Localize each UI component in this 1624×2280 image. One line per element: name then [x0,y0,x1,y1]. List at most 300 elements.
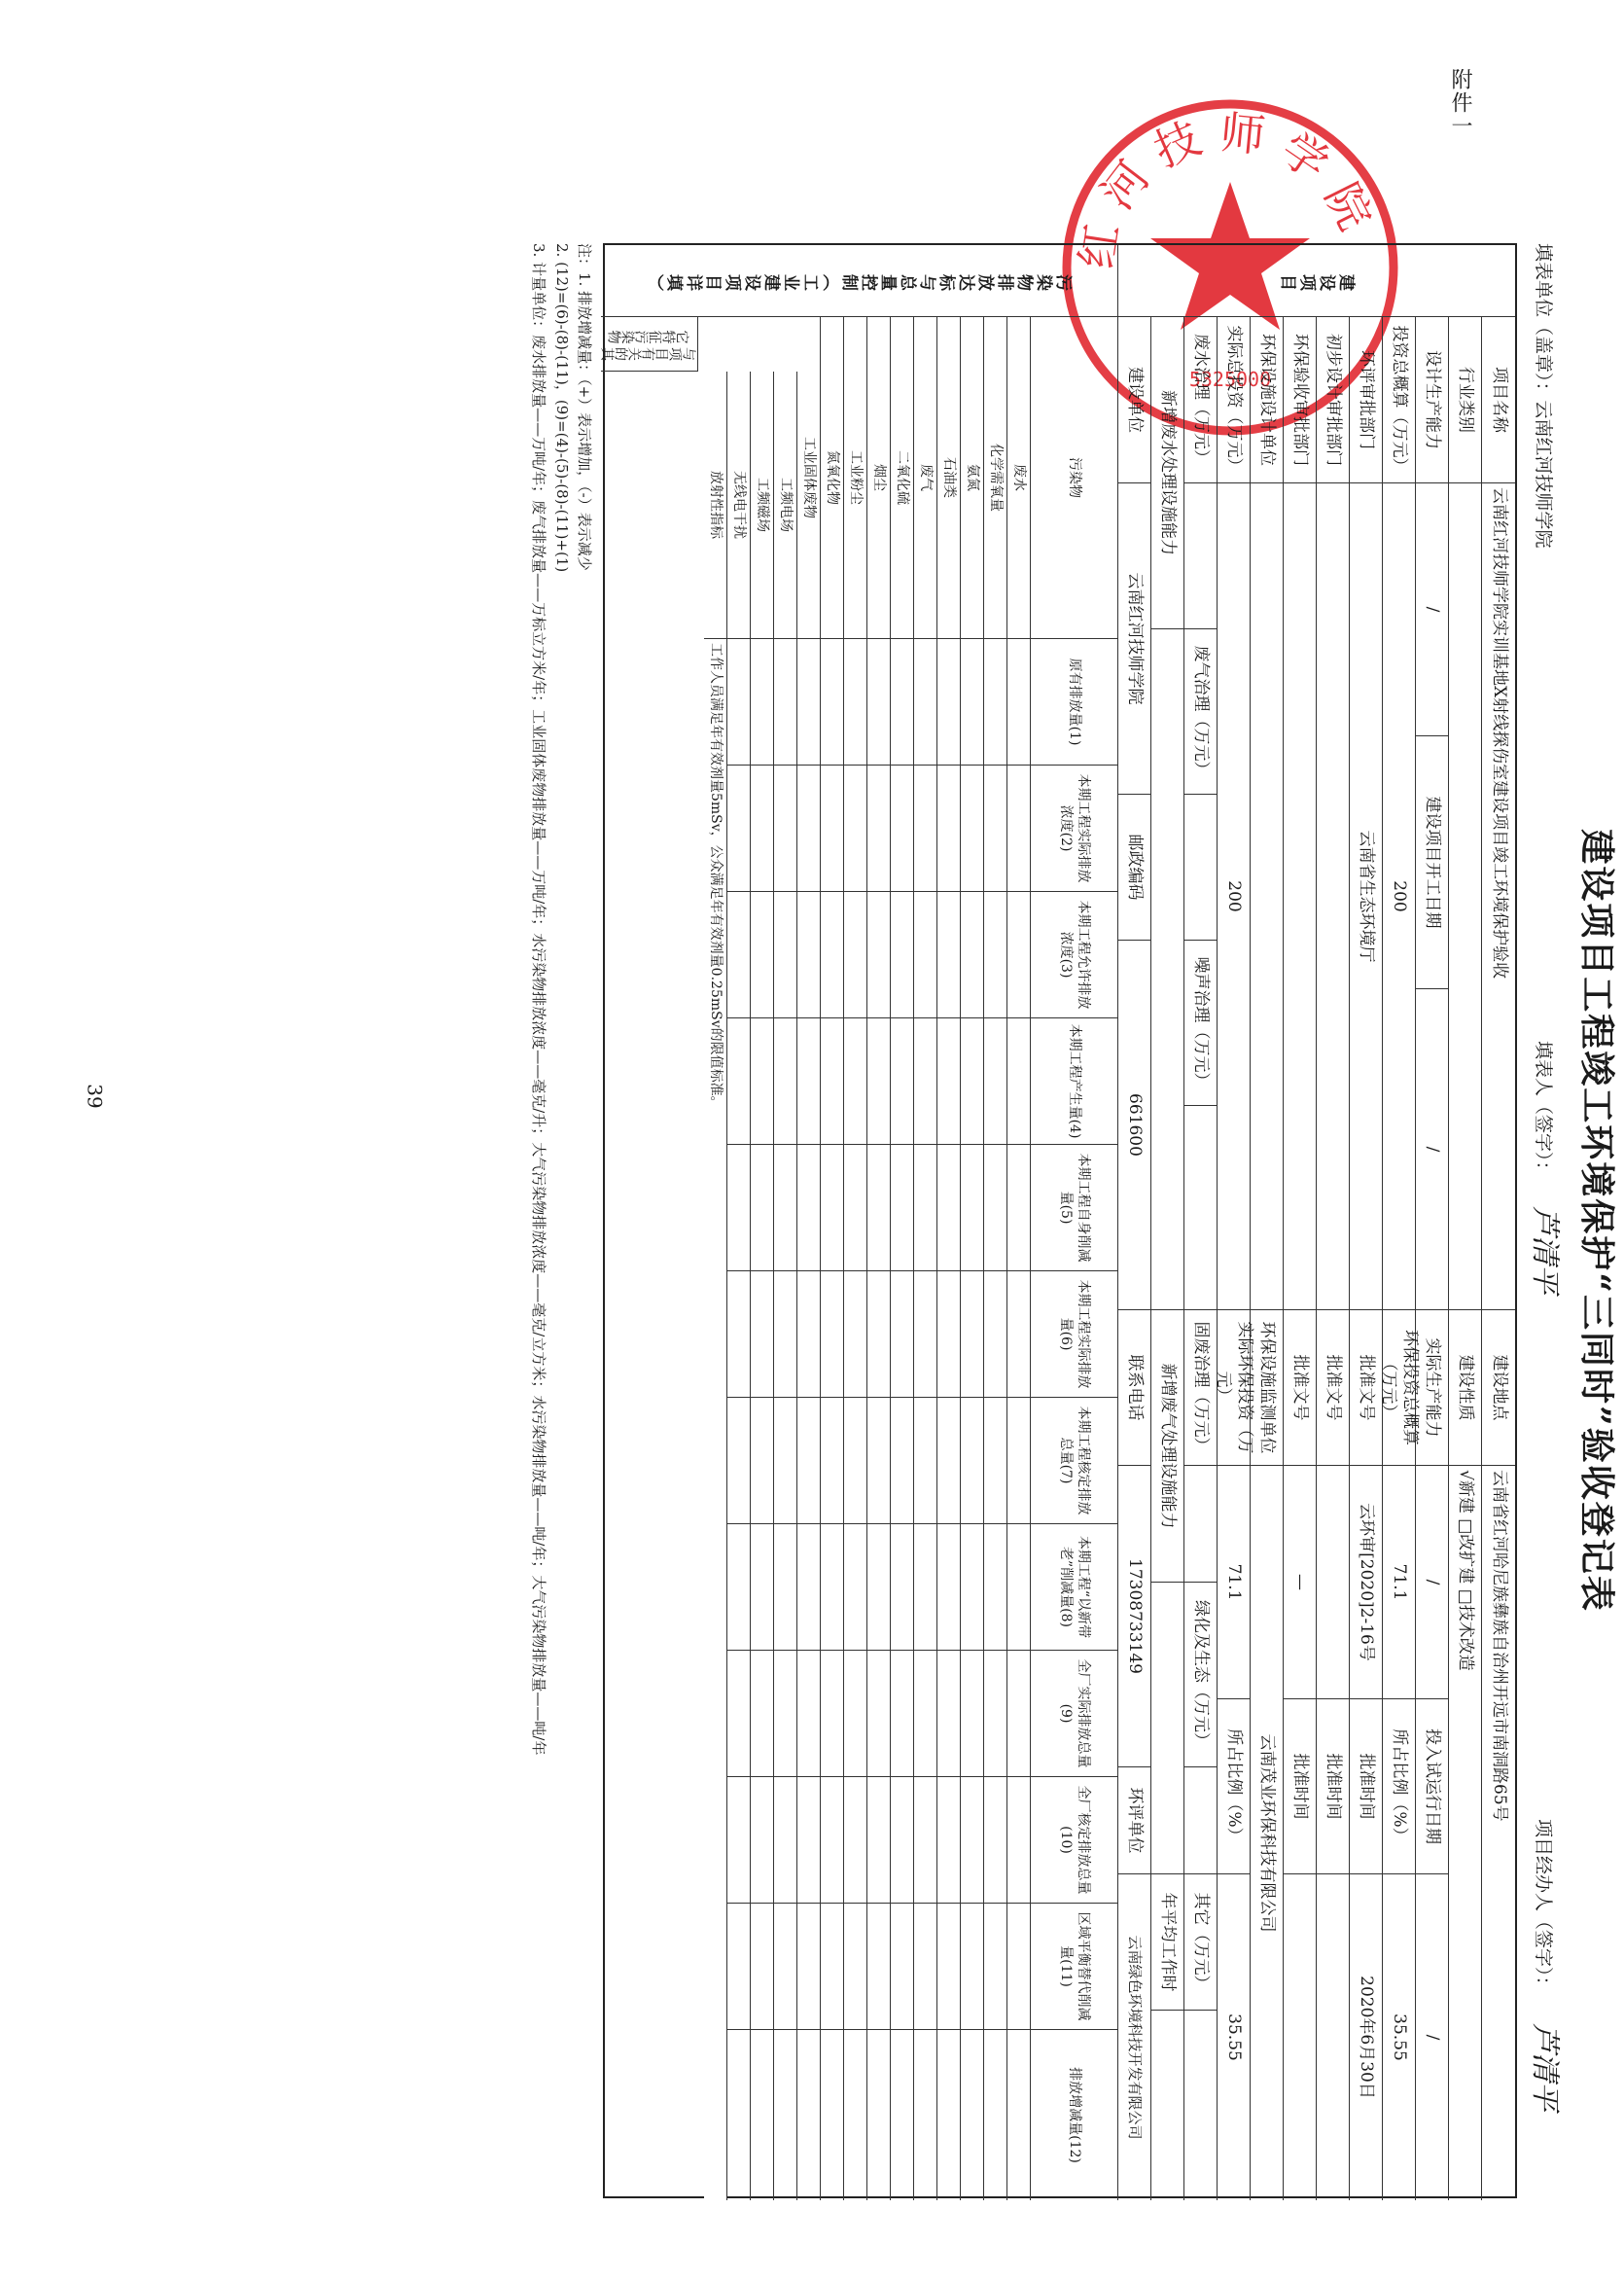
label: 建设项目开工日期 [1416,735,1448,988]
pollutant-value [914,1903,936,2029]
label: 项目名称 [1489,367,1509,433]
design-unit [1251,482,1283,1309]
pollutant-value [751,1017,773,1144]
label: 建设性质 [1449,1309,1481,1465]
pollutant-value [867,1903,890,2029]
budget: 200 [1383,482,1415,1309]
accept-time [1284,1873,1316,2200]
pollutant-value [751,1650,773,1776]
pollutant-value [797,1017,820,1144]
other-group-label: 与项目有关的其它特征污染物 [601,317,698,372]
pollutant-value [984,2029,1006,2200]
row-prelim [1317,317,1350,2200]
label: 绿化及生态（万元） [1184,1582,1217,1766]
note-3: 3. 计量单位：废水排放量——万吨/年；废气排放量——万标立方米/年；工业固体废物排放量——万吨/年；水污染物排放浓度——毫克/升；大气污染物排放浓度——毫克/立方米；水污染物排放量——吨/年；大气污染物排放量——吨/年 [530,243,548,1756]
pollutant-value [937,1270,960,1397]
pollutant-value [774,1776,796,1903]
pollutant-value [727,1776,750,1903]
pollutant-value [821,1650,843,1776]
pollutant-name: 氮氧化物 [825,450,841,505]
pollutant-value [1007,1017,1030,1144]
pollutant-value [844,765,866,891]
pollutant-value [914,1397,936,1523]
pollutant-value [1007,1397,1030,1523]
label: 环保设施监测单位 [1251,1309,1283,1465]
pollutant-value [891,638,913,765]
label: 年平均工作时 [1151,1873,1183,2010]
pollutant-value [1007,1270,1030,1397]
pollutant-value [961,1650,983,1776]
pollutant-value [821,1776,843,1903]
label: 环评审批部门 [1357,350,1377,449]
seal-code: 5325000 [1188,368,1272,391]
pollutant-row [914,317,937,2200]
pollutant-value [914,2029,936,2200]
start-date: / [1416,988,1448,1309]
pollutant-value [844,1776,866,1903]
pollutant-header-cell: 排放增减量(12) [1031,2029,1117,2200]
pollutant-value [1007,765,1030,891]
pollutant-value [937,1144,960,1270]
pollutant-value [821,1017,843,1144]
pollutant-value [961,1776,983,1903]
pollutant-header-cell: 污染物 [1067,457,1083,498]
label: 所占比例（%） [1383,1698,1415,1873]
label: 投资总概算（万元） [1390,325,1410,475]
pollutant-value [937,1523,960,1650]
pollutant-value [774,2029,796,2200]
pollutant-value [844,1270,866,1397]
label: 新增废水处理设施能力 [1158,390,1179,555]
pollutant-value [914,1650,936,1776]
pollutant-value [844,891,866,1017]
pollutant-value [1007,891,1030,1017]
actual-capacity: / [1416,1465,1448,1698]
row-capacity [1416,317,1449,2200]
pollutant-value [984,1523,1006,1650]
pollutant-value [961,891,983,1017]
pollutant-row [821,317,844,2200]
label: 噪声治理（万元） [1184,940,1217,1105]
accept-dept [1284,482,1316,1309]
pollutant-row [891,317,914,2200]
pollutant-value [727,1017,750,1144]
actual-ratio: 35.55 [1218,1873,1250,2200]
label: 批准时间 [1317,1698,1349,1873]
pollutant-value [891,1270,913,1397]
pollutant-value [984,891,1006,1017]
pollutant-value [914,1776,936,1903]
pollutant-name: 氨氮 [965,464,981,491]
pollutant-value [914,1523,936,1650]
pollutant-value [984,1776,1006,1903]
pollutant-value [984,1270,1006,1397]
pollutant-name: 工业粉尘 [848,450,865,505]
pollutant-value [984,1397,1006,1523]
pollutant-value [774,1523,796,1650]
pollutant-value [844,1017,866,1144]
pollutant-value [961,1523,983,1650]
label: 新增废气处理设施能力 [1151,1309,1183,1582]
pollutant-value [961,1397,983,1523]
pollutant-value [821,1523,843,1650]
pollutant-value [797,891,820,1017]
eia-dept: 云南省生态环境厅 [1350,482,1382,1309]
pollutant-value [751,1523,773,1650]
row-units [1251,317,1284,2200]
pollutant-name: 废气 [918,464,935,491]
pollutant-value [867,1270,890,1397]
pollutant-value [844,1903,866,2029]
label: 废气治理（万元） [1184,628,1217,794]
label: 批准文号 [1317,1309,1349,1465]
label: 建设单位 [1125,367,1146,433]
pollutant-value [937,1776,960,1903]
row-accept [1284,317,1317,2200]
prelim-time [1317,1873,1349,2200]
pollutant-value [867,765,890,891]
pollutant-value [844,2029,866,2200]
pollutant-value [891,1017,913,1144]
pollutant-value [867,1523,890,1650]
pollutant-value [727,1144,750,1270]
pollutant-value [751,1903,773,2029]
pollutant-value [867,1650,890,1776]
note-2: 2. (12)=(6)-(8)-(11)，(9)=(4)-(5)-(8)-(11)+(1) [552,243,571,573]
trial-date: / [1416,1873,1448,2200]
radiation-note: 工作人员满足年有效剂量5mSv，公众满足年有效剂量0.25mSv的限值标准。 [704,638,726,2200]
pollutant-value [751,1397,773,1523]
manager-signature: 芦清平 [1528,2023,1562,2111]
label: 环保验收审批部门 [1290,334,1311,466]
pollutant-value [727,2029,750,2200]
pollutant-value [867,2029,890,2200]
pollutant-value [891,891,913,1017]
label: 实际环保投资（万元） [1218,1309,1250,1465]
pollutant-row [984,317,1007,2200]
pollutant-value [774,1270,796,1397]
pollutant-name: 废水 [1011,464,1028,491]
unit: 云南红河技师学院 [1118,482,1150,794]
row-eia [1350,317,1383,2200]
pollutant-header-cell: 本期工程核定排放总量(7) [1031,1397,1117,1523]
form-title: 建设项目工程竣工环境保护“三同时”验收登记表 [1576,829,1617,1613]
row-actual [1214,317,1254,2200]
pollutant-value [914,638,936,765]
label: 批准时间 [1284,1698,1316,1873]
new-water [1151,628,1183,1309]
phone: 17308733149 [1118,1465,1150,1766]
pollutant-value [961,1270,983,1397]
pollutant-value [751,2029,773,2200]
pollutant-value [914,1017,936,1144]
pollutant-value [797,1903,820,2029]
pollutant-header-cell: 全厂实际排放总量(9) [1031,1650,1117,1776]
approval-time: 2020年6月30日 [1350,1873,1382,2200]
label: 批准时间 [1350,1698,1382,1873]
pollutant-row [1007,317,1031,2200]
pollutant-value [727,1523,750,1650]
label: 设计生产能力 [1423,350,1443,449]
fill-unit-label: 填表单位（盖章）：云南红河技师学院 [1533,243,1554,549]
label: 初步设计审批部门 [1324,334,1344,466]
pollutant-row [704,372,727,2200]
label: 环保投资总概算（万元） [1383,1309,1415,1465]
row-invest-split [1184,317,1218,2200]
pollutant-value [1007,1144,1030,1270]
pollutant-value [797,1270,820,1397]
pollutant-value [984,638,1006,765]
pollutant-value [937,891,960,1017]
env-budget: 71.1 [1383,1465,1415,1698]
row-project-name [1482,317,1515,2200]
pollutant-name: 工业固体废物 [801,437,818,518]
industry [1449,482,1481,1309]
pollutant-value [1007,1903,1030,2029]
gas [1184,794,1217,940]
nature: √新建 □改扩建 □技术改造 [1449,1465,1481,2200]
note-1: 注：1. 排放增减量：（+）表示增加，（-）表示减少 [576,243,593,571]
pollutant-value [797,1650,820,1776]
pollutant-value [774,765,796,891]
pollutant-value [751,638,773,765]
label: 环保设施设计单位 [1257,334,1278,466]
pollutant-value [937,1017,960,1144]
pollutant-value [797,638,820,765]
pollutant-value [774,1144,796,1270]
pollutant-value [797,765,820,891]
green [1184,1766,1217,1873]
label: 邮政编码 [1118,794,1150,940]
pollutant-value [891,1776,913,1903]
page-number: 39 [83,1084,107,1109]
pollutant-value [751,1776,773,1903]
pollutant-name: 工频磁场 [755,478,771,532]
pollutant-value [914,765,936,891]
noise [1184,1105,1217,1309]
pollutant-value [961,765,983,891]
pollutant-value [751,1144,773,1270]
pollutant-value [797,1397,820,1523]
pollutant-name: 烟尘 [871,464,888,491]
pollutant-value [774,1903,796,2029]
row-contact [1118,317,1151,2200]
pollutant-header-cell: 本期工程自身削减量(5) [1031,1144,1117,1270]
pollutant-value [751,765,773,891]
pollutant-value [727,1903,750,2029]
design-capacity: / [1416,482,1448,735]
other [1184,2010,1217,2200]
pollutant-value [727,638,750,765]
pollutant-value [961,1903,983,2029]
label: 固废治理（万元） [1184,1309,1217,1465]
pollutant-value [797,1523,820,1650]
label: 废水治理（万元） [1191,334,1212,466]
pollutant-value [821,1397,843,1523]
pollutant-value [751,891,773,1017]
pollutant-header-cell: 本期工程产生量(4) [1031,1017,1117,1144]
pollutant-row [797,317,821,2200]
filler-signature: 芦清平 [1528,1206,1562,1294]
seal-text: 红 河 技 师 学 院 [1070,105,1383,272]
pollutant-header-cell: 全厂核定排放总量(10) [1031,1776,1117,1903]
pollutant-value [821,1144,843,1270]
registration-table [603,243,1517,2198]
pollutant-value [774,1650,796,1776]
ratio: 35.55 [1383,1873,1415,2200]
pollutant-row [844,317,867,2200]
rotated-form [506,243,1624,2198]
label: 建设地点 [1482,1309,1515,1465]
pollutant-header-cell: 本期工程“以新带老”削减量(8) [1031,1523,1117,1650]
pollutant-value [891,1144,913,1270]
pollutant-value [821,638,843,765]
pollutant-value [867,891,890,1017]
pollutant-header-row [1031,317,1118,2200]
pollutant-value [727,891,750,1017]
actual-env: 71.1 [1218,1465,1250,1698]
pollutant-row [727,372,751,2200]
project-name: 云南红河技师学院实训基地X射线探伤室建设项目竣工环境保护验收 [1482,482,1515,1309]
pollutant-value [891,765,913,891]
pollutant-value [1007,638,1030,765]
pollutant-name: 放射性指标 [708,471,724,539]
row-capacity-new [1151,317,1184,2200]
pollutant-value [937,765,960,891]
label: 实际生产能力 [1416,1309,1448,1465]
pollutant-row [774,372,797,2200]
location: 云南省红河哈尼族彝族自治州开远市南洞路65号 [1482,1465,1515,2200]
pollutant-value [844,1144,866,1270]
solid [1184,1465,1217,1582]
pollutant-value [984,765,1006,891]
pollutant-value [821,891,843,1017]
eia-unit: 云南绿色环境科技开发有限公司 [1118,1873,1150,2200]
pollutant-value [821,765,843,891]
pollutant-value [844,638,866,765]
group-pollution: 污染物排放达标与总量控制（工业建设项目详填） [601,245,1118,317]
pollutant-row [751,372,774,2200]
pollutant-value [727,1270,750,1397]
monitor-unit: 云南茂业环保科技有限公司 [1251,1465,1283,2200]
post: 661600 [1118,940,1150,1309]
pollutant-value [821,1903,843,2029]
pollutant-value [937,638,960,765]
label: 投入试运行日期 [1416,1698,1448,1873]
pollutant-value [727,1650,750,1776]
manager-label: 项目经办人（签字）： [1533,1819,1554,1995]
label: 批准文号 [1284,1309,1316,1465]
pollutant-name: 石油类 [941,457,958,498]
label: 行业类别 [1456,367,1476,433]
pollutant-value [797,1776,820,1903]
annex-label: 附件一 [1448,68,1472,138]
pollutant-value [937,2029,960,2200]
pollutant-value [961,1017,983,1144]
pollutant-value [984,1017,1006,1144]
label: 联系电话 [1118,1309,1150,1465]
actual-invest: 200 [1218,482,1250,1309]
label: 其它（万元） [1184,1873,1217,2010]
label: 所占比例（%） [1218,1698,1250,1873]
pollutant-value [774,1397,796,1523]
pollutant-value [774,1017,796,1144]
accept-no: — [1284,1465,1316,1698]
pollutant-value [984,1903,1006,2029]
pollutant-header-cell: 原有排放量(1) [1031,638,1117,765]
pollutant-value [984,1144,1006,1270]
label: 环评单位 [1118,1766,1150,1873]
pollutant-value [1007,1650,1030,1776]
pollutant-value [867,1144,890,1270]
pollutant-value [797,1144,820,1270]
prelim-dept [1317,482,1349,1309]
pollutant-value [891,1903,913,2029]
pollutant-value [821,1270,843,1397]
pollutant-value [751,1270,773,1397]
label: 实际总投资（万元） [1224,325,1245,475]
notes [527,243,595,2198]
group-project: 建设项目 [1118,245,1515,317]
row-industry [1449,317,1482,2200]
pollutant-value [727,1397,750,1523]
pollutant-value [1007,1776,1030,1903]
new-gas [1151,1582,1183,1873]
pollutant-value [821,2029,843,2200]
pollutant-header-cell: 本期工程实际排放浓度(2) [1031,765,1117,891]
pollutant-header-cell: 本期工程允许排放浓度(3) [1031,891,1117,1017]
pollutant-value [867,638,890,765]
pollutant-name: 化学需氧量 [988,444,1005,512]
pollutant-value [914,1270,936,1397]
pollutant-value [937,1397,960,1523]
pollutant-header-cell: 本期工程实际排放量(6) [1031,1270,1117,1397]
label: 批准文号 [1350,1309,1382,1465]
filler-label: 填表人（签字）： [1533,1041,1554,1180]
pollutant-row [937,317,961,2200]
pollutant-value [1007,2029,1030,2200]
pollutant-name: 工频电场 [778,478,794,532]
prelim-no [1317,1465,1349,1698]
pollutant-value [937,1650,960,1776]
approval-no: 云环审[2020]2-16号 [1350,1465,1382,1698]
pollutant-name: 二氧化硫 [895,450,911,505]
pollutant-value [867,1397,890,1523]
pollutant-value [844,1523,866,1650]
pollutant-value [984,1650,1006,1776]
pollutant-value [891,1650,913,1776]
pollutant-name: 无线电干扰 [731,471,748,539]
pollutant-value [891,2029,913,2200]
work-time [1151,2010,1183,2200]
pollutant-value [891,1523,913,1650]
pollutant-header-cell: 区域平衡替代削减量(11) [1031,1903,1117,2029]
pollutant-value [774,638,796,765]
pollutant-value [937,1903,960,2029]
pollutant-value [797,2029,820,2200]
pollutant-value [774,891,796,1017]
pollutant-value [844,1650,866,1776]
water [1184,482,1217,628]
pollutant-value [891,1397,913,1523]
row-budget [1379,317,1420,2200]
pollutant-row [961,317,984,2200]
pollutant-value [844,1397,866,1523]
pollutant-value [914,891,936,1017]
pollutant-row [867,317,891,2200]
pollutant-value [961,2029,983,2200]
pollutant-value [1007,1523,1030,1650]
